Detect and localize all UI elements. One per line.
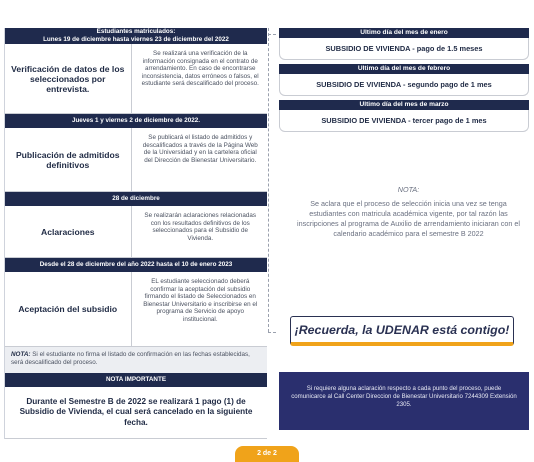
schedule-row-publication [5, 128, 267, 192]
row-label-publication: Publicación de admitidos definitivos [5, 128, 132, 191]
date-header-1-line1: Estudiantes matriculados: [96, 28, 176, 35]
payment-date-3: Ultimo día del mes de marzo [279, 100, 529, 110]
reminder-banner: ¡Recuerda, la UDENAR está contigo! [290, 316, 514, 346]
payment-item-2: SUBSIDIO DE VIVIENDA - segundo pago de 1 mes [279, 74, 529, 96]
connector-tick-bottom [268, 332, 276, 333]
payment-statement: Durante el Semestre B de 2022 se realizará 1 pago (1) de Subsidio de Vivienda, el cual será cancelado en la siguiente fecha. [5, 387, 267, 439]
date-header-3: 28 de diciembre [5, 192, 267, 206]
payment-item-3: SUBSIDIO DE VIVIENDA - tercer pago de 1 mes [279, 110, 529, 132]
row-label-acceptance: Aceptación del subsidio [5, 272, 132, 346]
row-desc-publication: Se publicará el listado de admitidos y descalificados a través de la Página Web de la Universidad y en la cartelera oficial del Dirección de Bienestar Universitario. [142, 134, 258, 164]
contact-box: Si requiere alguna aclaración respecto a cada punto del proceso, puede comunicarce al Call Center Direccion de Bienestar Universitario 7244309 Extensión 2305. [279, 372, 529, 430]
schedule-row-acceptance [5, 272, 267, 347]
payment-date-1: Ultimo día del mes de enero [279, 28, 529, 38]
row-label-verification: Verificación de datos de los seleccionados por entrevista. [5, 44, 132, 113]
payment-item-1: SUBSIDIO DE VIVIENDA - pago de 1.5 meses [279, 38, 529, 60]
clarification-note-title: NOTA: [397, 185, 420, 194]
row-desc-acceptance: EL estudiante seleccionado deberá confirmar la aceptación del subsidio firmando el listado de Seleccionados en Bienestar Universitario e inscribirse en el programa de Servicio de apoyo institucional. [143, 278, 258, 323]
clarification-note [296, 185, 521, 239]
schedule-row-verification [5, 44, 267, 114]
payment-date-2: Ultimo día del mes de febrero [279, 64, 529, 74]
date-header-1-line2: Lunes 19 de diciembre hasta viernes 23 de diciembre del 2022 [43, 36, 229, 43]
date-header-4: Desde el 28 de diciembre del año 2022 hasta el 10 de enero 2023 [5, 258, 267, 272]
connector-tick-top [268, 34, 276, 35]
date-header-1 [5, 28, 267, 44]
note-text: Si el estudiante no firma el listado de confirmación en las fechas establecidas, será descalificado del proceso. [11, 351, 250, 366]
connector-line [268, 28, 269, 332]
important-note-header: NOTA IMPORTANTE [5, 373, 267, 387]
date-header-2: Jueves 1 y viernes 2 de diciembre de 2022. [5, 114, 267, 128]
schedule-row-clarifications [5, 206, 267, 258]
clarification-note-text: Se aclara que el proceso de selección inicia una vez se tenga estudiantes con matricula académica vigente, por tal razón las inscripciones al programa de Auxilio de arrendamiento iniciaran con el calendario académico para el semestre B 2022 [297, 199, 520, 238]
row-label-clarifications: Aclaraciones [5, 206, 132, 257]
row-desc-verification: Se realizará una verificación de la información consignada en el contrato de arrendamiento. En caso de encontrarse inconsistencia, datos erróneos o falsos, el estudiante será descalificado del proceso. [141, 50, 259, 88]
payment-schedule [279, 28, 529, 132]
page-indicator: 2 de 2 [235, 446, 299, 462]
note-box [5, 347, 267, 373]
note-label: NOTA: [11, 351, 31, 358]
schedule-table [4, 28, 267, 439]
row-desc-clarifications: Se realizarán aclaraciones relacionadas con los resultados definitivos de los seleccionados para el Subsidio de Vivienda. [144, 212, 257, 242]
